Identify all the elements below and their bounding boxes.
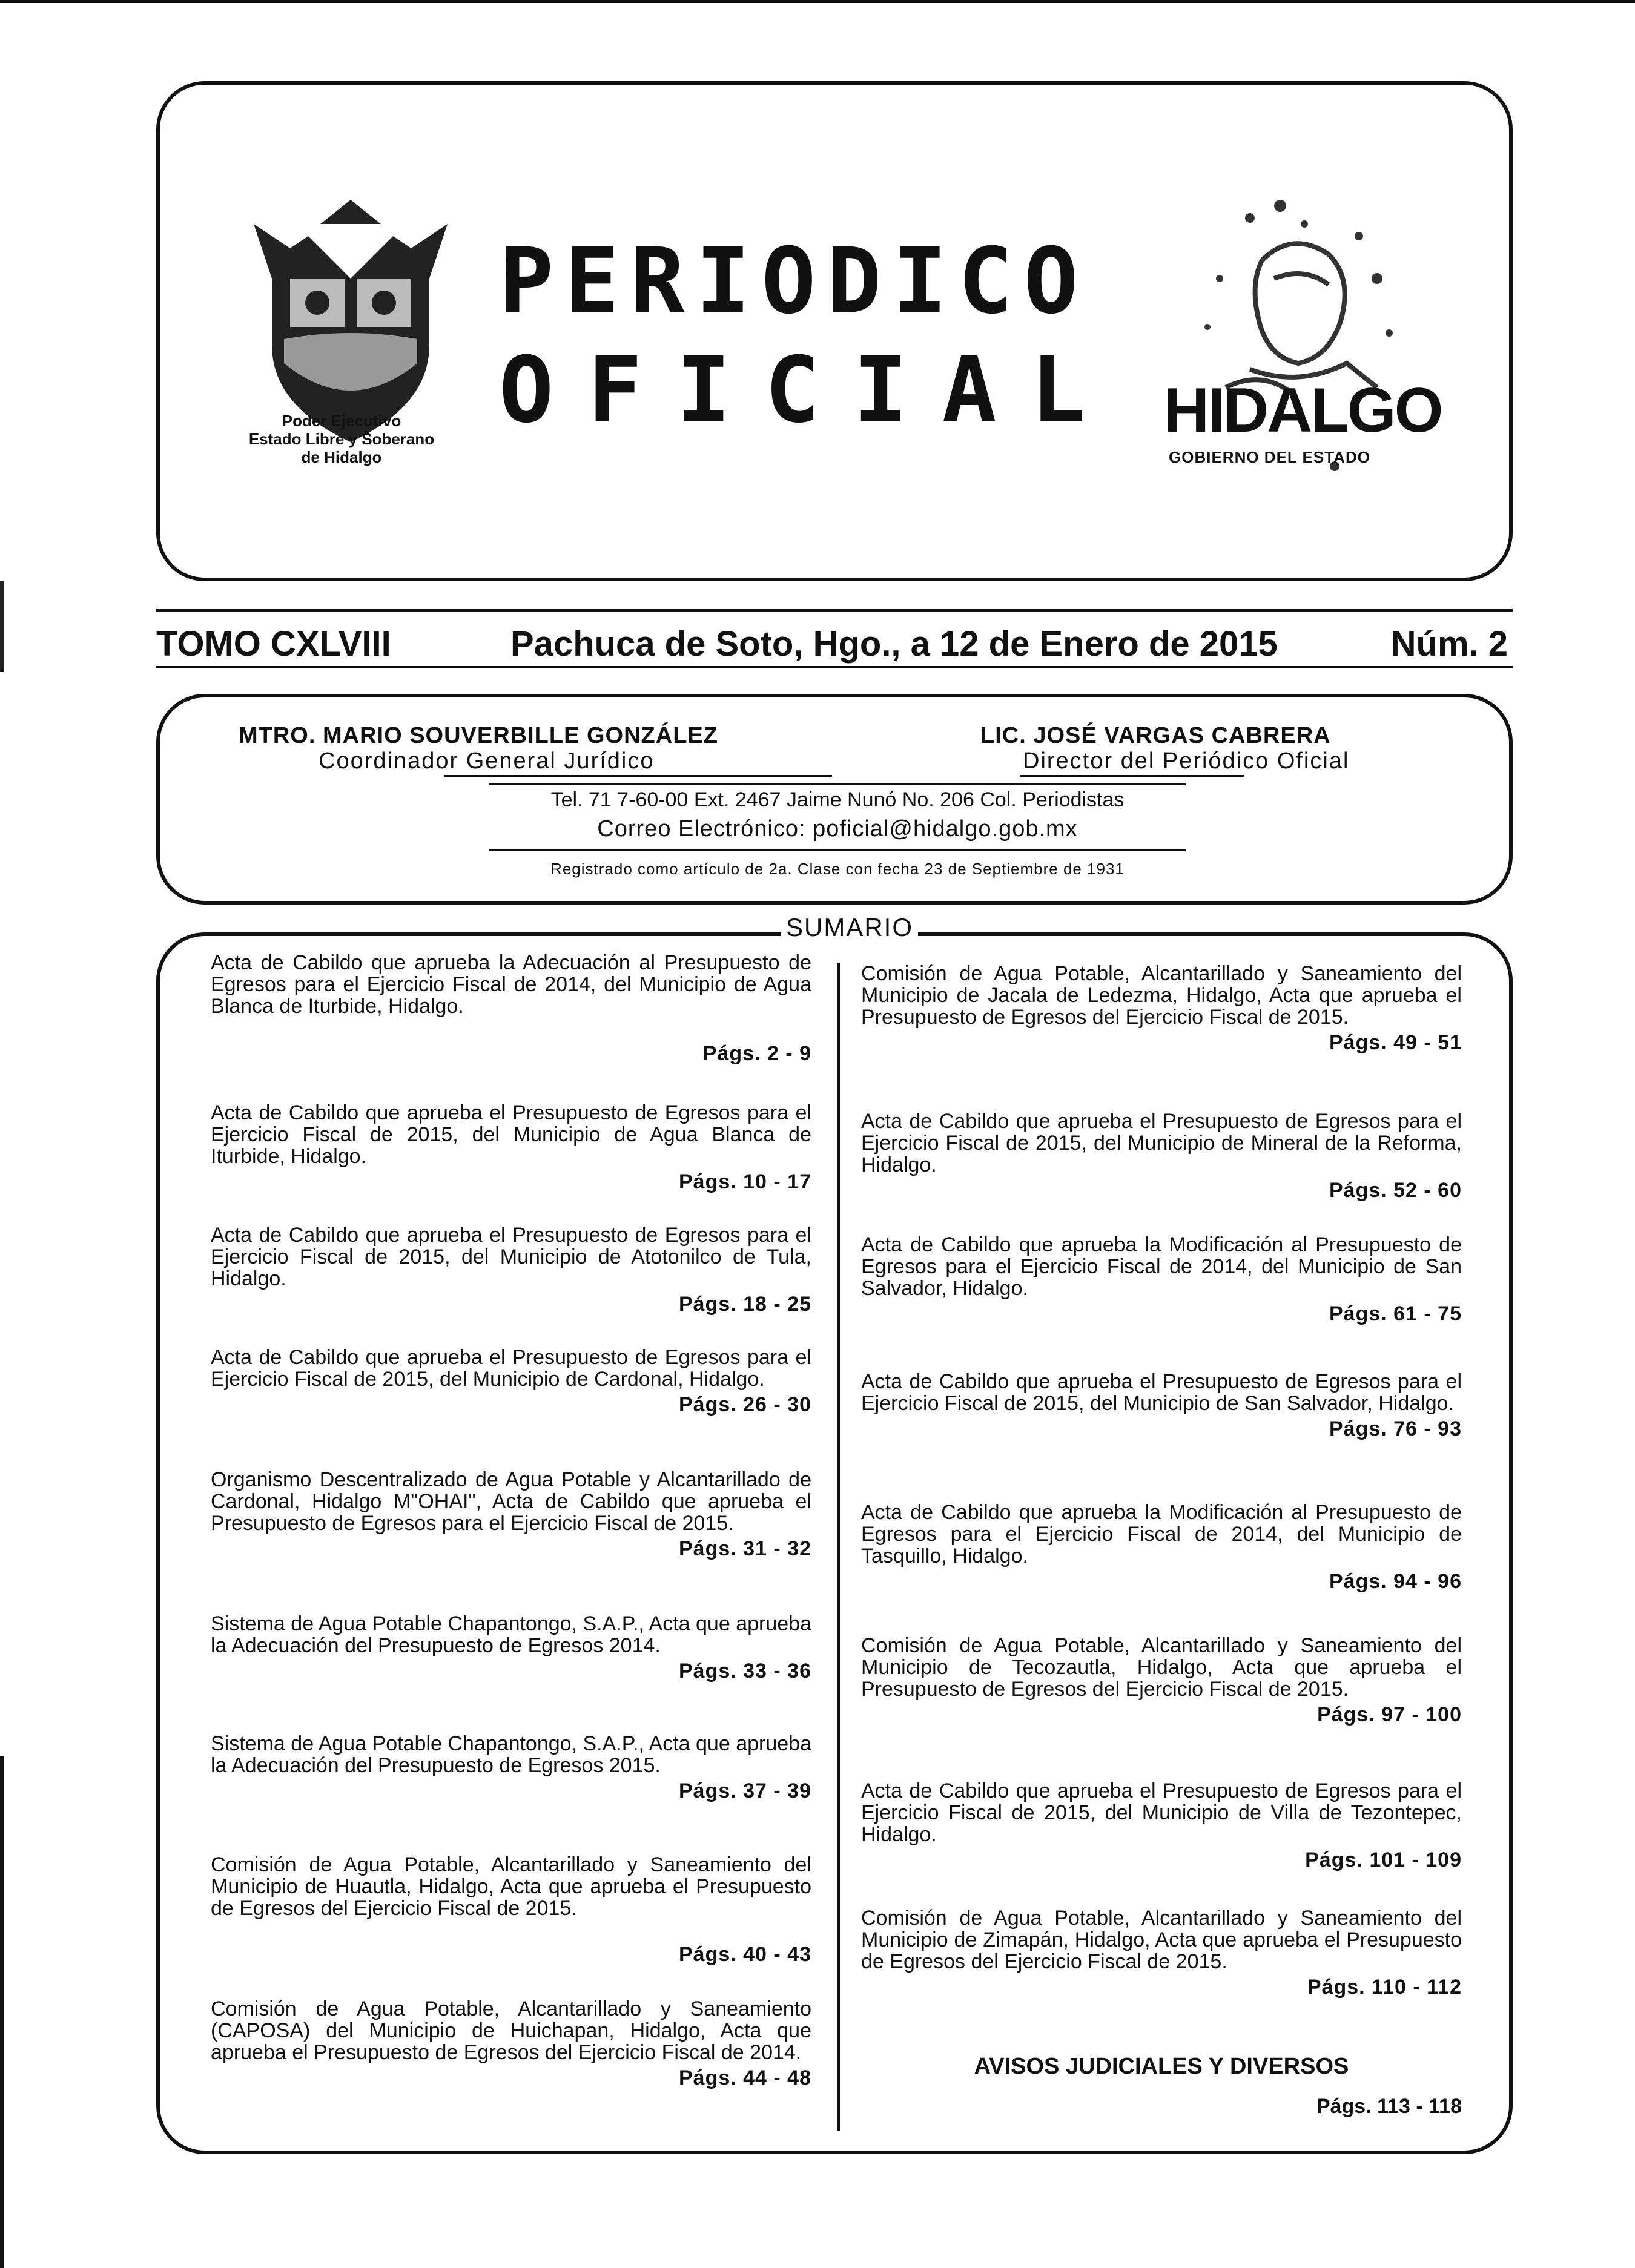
entry-description: Acta de Cabildo que aprueba el Presupuesto de Egresos para el Ejercicio Fiscal de 2015, del Municipio de Cardonal, Hidalgo. bbox=[211, 1346, 811, 1391]
entry-pages: Págs. 101 - 109 bbox=[1305, 1848, 1462, 1871]
hidalgo-portrait-logo-icon bbox=[1153, 188, 1432, 527]
director-role: Director del Periódico Oficial bbox=[1023, 748, 1350, 774]
phone-address: Tel. 71 7-60-00 Ext. 2467 Jaime Nunó No. 206 Col. Periodistas bbox=[550, 788, 1125, 811]
entry-pages: Págs. 61 - 75 bbox=[1329, 1302, 1462, 1325]
entry-pages: Págs. 26 - 30 bbox=[678, 1393, 811, 1416]
avisos-pages: Págs. 113 - 118 bbox=[1316, 2095, 1462, 2118]
entry-description: Acta de Cabildo que aprueba la Modificación al Presupuesto de Egresos para el Ejercicio Fiscal de 2014, del Municipio de Tasquillo, Hidalgo. bbox=[861, 1501, 1462, 1567]
coordinator-name: MTRO. MARIO SOUVERBILLE GONZÁLEZ bbox=[239, 723, 718, 748]
sumario-entry bbox=[211, 1347, 811, 1416]
divider bbox=[1020, 775, 1244, 777]
entry-description: Organismo Descentralizado de Agua Potable y Alcantarillado de Cardonal, Hidalgo M"OHAI", Acta de Cabildo que aprueba el Presupuesto de Egresos para el Ejercicio Fiscal de 2015. bbox=[211, 1468, 811, 1535]
sumario-heading: SUMARIO bbox=[781, 913, 918, 942]
shield-caption bbox=[208, 412, 475, 466]
sumario-entry bbox=[861, 1635, 1462, 1726]
masthead-box bbox=[156, 81, 1513, 581]
hidalgo-wordmark: HIDALGO bbox=[1164, 375, 1442, 446]
sumario-entry bbox=[211, 1998, 811, 2089]
entry-description: Acta de Cabildo que aprueba el Presupuesto de Egresos para el Ejercicio Fiscal de 2015, del Municipio de San Salvador, Hidalgo. bbox=[861, 1370, 1462, 1415]
scan-edge bbox=[0, 0, 1635, 3]
entry-description: Acta de Cabildo que aprueba la Modificación al Presupuesto de Egresos para el Ejercicio Fiscal de 2014, del Municipio de San Salvador, Hidalgo. bbox=[861, 1233, 1462, 1300]
entry-pages: Págs. 10 - 17 bbox=[678, 1170, 811, 1193]
entry-pages: Págs. 2 - 9 bbox=[702, 1042, 811, 1065]
divider bbox=[489, 783, 1186, 785]
issue-info-bar bbox=[156, 613, 1513, 667]
scan-mark bbox=[0, 581, 4, 672]
registration-note: Registrado como artículo de 2a. Clase con fecha 23 de Septiembre de 1931 bbox=[550, 860, 1125, 878]
editorial-staff-box bbox=[156, 694, 1513, 905]
entry-pages: Págs. 40 - 43 bbox=[678, 1943, 811, 1966]
entry-pages: Págs. 44 - 48 bbox=[678, 2066, 811, 2089]
sumario-entry bbox=[211, 1102, 811, 1193]
shield-caption-line: de Hidalgo bbox=[301, 448, 382, 466]
shield-caption-line: Estado Libre y Soberano bbox=[248, 430, 435, 448]
sumario-entry bbox=[861, 1907, 1462, 1998]
divider bbox=[444, 775, 832, 777]
newspaper-title-line-2: OFICIAL bbox=[499, 338, 1120, 443]
entry-description: Comisión de Agua Potable, Alcantarillado y Saneamiento (CAPOSA) del Municipio de Huichapan, Hidalgo, Acta que aprueba el Presupuesto de Egresos del Ejercicio Fiscal de 2014. bbox=[211, 1997, 811, 2064]
entry-description: Acta de Cabildo que aprueba el Presupuesto de Egresos para el Ejercicio Fiscal de 2015, del Municipio de Atotonilco de Tula, Hidalgo. bbox=[211, 1224, 811, 1290]
sumario-entry bbox=[861, 963, 1462, 1053]
scan-edge bbox=[0, 1756, 4, 2268]
sumario-entry bbox=[861, 1780, 1462, 1871]
sumario-entry bbox=[211, 1733, 811, 1802]
divider bbox=[156, 666, 1513, 668]
avisos-heading: AVISOS JUDICIALES Y DIVERSOS bbox=[974, 2054, 1349, 2079]
sumario-entry bbox=[211, 1613, 811, 1682]
entry-description: Acta de Cabildo que aprueba el Presupuesto de Egresos para el Ejercicio Fiscal de 2015, del Municipio de Agua Blanca de Iturbide, Hidalgo. bbox=[211, 1101, 811, 1168]
entry-pages: Págs. 31 - 32 bbox=[678, 1537, 811, 1560]
entry-description: Sistema de Agua Potable Chapantongo, S.A.P., Acta que aprueba la Adecuación del Presupuesto de Egresos 2014. bbox=[211, 1612, 811, 1657]
entry-pages: Págs. 33 - 36 bbox=[678, 1660, 811, 1683]
sumario-entry bbox=[861, 1234, 1462, 1325]
entry-pages: Págs. 76 - 93 bbox=[1329, 1417, 1462, 1440]
entry-pages: Págs. 18 - 25 bbox=[678, 1293, 811, 1316]
place-date-label: Pachuca de Soto, Hgo., a 12 de Enero de 2015 bbox=[510, 624, 1278, 664]
sumario-entry bbox=[861, 1110, 1462, 1201]
divider bbox=[489, 849, 1186, 851]
sumario-entry bbox=[211, 1224, 811, 1315]
divider bbox=[156, 609, 1513, 612]
entry-pages: Págs. 97 - 100 bbox=[1317, 1703, 1462, 1726]
entry-description: Acta de Cabildo que aprueba el Presupuesto de Egresos para el Ejercicio Fiscal de 2015, del Municipio de Mineral de la Reforma, Hidalgo. bbox=[861, 1110, 1462, 1176]
newspaper-title-line-1: PERIODICO bbox=[499, 229, 1089, 334]
entry-description: Comisión de Agua Potable, Alcantarillado y Saneamiento del Municipio de Zimapán, Hidalgo, Acta que aprueba el Presupuesto de Egresos del Ejercicio Fiscal de 2015. bbox=[861, 1907, 1462, 1973]
entry-pages: Págs. 110 - 112 bbox=[1307, 1976, 1462, 1999]
sumario-entry bbox=[211, 1469, 811, 1560]
hidalgo-government-label: GOBIERNO DEL ESTADO bbox=[1169, 448, 1370, 466]
entry-pages: Págs. 94 - 96 bbox=[1329, 1570, 1462, 1593]
sumario-entry bbox=[211, 1854, 811, 1965]
director-name: LIC. JOSÉ VARGAS CABRERA bbox=[980, 723, 1331, 748]
sumario-entry bbox=[861, 1371, 1462, 1440]
sumario-entry bbox=[861, 1502, 1462, 1592]
entry-description: Comisión de Agua Potable, Alcantarillado y Saneamiento del Municipio de Jacala de Ledezma, Hidalgo, Acta que aprueba el Presupuesto de Egresos del Ejercicio Fiscal de 2015. bbox=[861, 962, 1462, 1029]
entry-description: Acta de Cabildo que aprueba el Presupuesto de Egresos para el Ejercicio Fiscal de 2015, del Municipio de Villa de Tezontepec, Hidalgo. bbox=[861, 1779, 1462, 1846]
entry-pages: Págs. 49 - 51 bbox=[1329, 1031, 1462, 1054]
issue-number: Núm. 2 bbox=[1390, 624, 1508, 664]
entry-pages: Págs. 37 - 39 bbox=[678, 1779, 811, 1802]
email-line: Correo Electrónico: poficial@hidalgo.gob.mx bbox=[597, 816, 1078, 842]
entry-description: Acta de Cabildo que aprueba la Adecuación al Presupuesto de Egresos para el Ejercicio Fiscal de 2014, del Municipio de Agua Blanca de Iturbide, Hidalgo. bbox=[211, 951, 811, 1018]
entry-description: Comisión de Agua Potable, Alcantarillado y Saneamiento del Municipio de Tecozautla, Hidalgo, Acta que aprueba el Presupuesto de Egresos del Ejercicio Fiscal de 2015. bbox=[861, 1634, 1462, 1701]
entry-pages: Págs. 52 - 60 bbox=[1329, 1179, 1462, 1202]
entry-description: Sistema de Agua Potable Chapantongo, S.A.P., Acta que aprueba la Adecuación del Presupuesto de Egresos 2015. bbox=[211, 1732, 811, 1777]
column-divider bbox=[837, 963, 840, 2131]
tomo-label: TOMO CXLVIII bbox=[156, 624, 391, 664]
sumario-entry bbox=[211, 952, 811, 1064]
shield-caption-line: Poder Ejecutivo bbox=[282, 412, 401, 430]
entry-description: Comisión de Agua Potable, Alcantarillado y Saneamiento del Municipio de Huautla, Hidalgo, Acta que aprueba el Presupuesto de Egresos del Ejercicio Fiscal de 2015. bbox=[211, 1853, 811, 1920]
coordinator-role: Coordinador General Jurídico bbox=[319, 748, 655, 774]
